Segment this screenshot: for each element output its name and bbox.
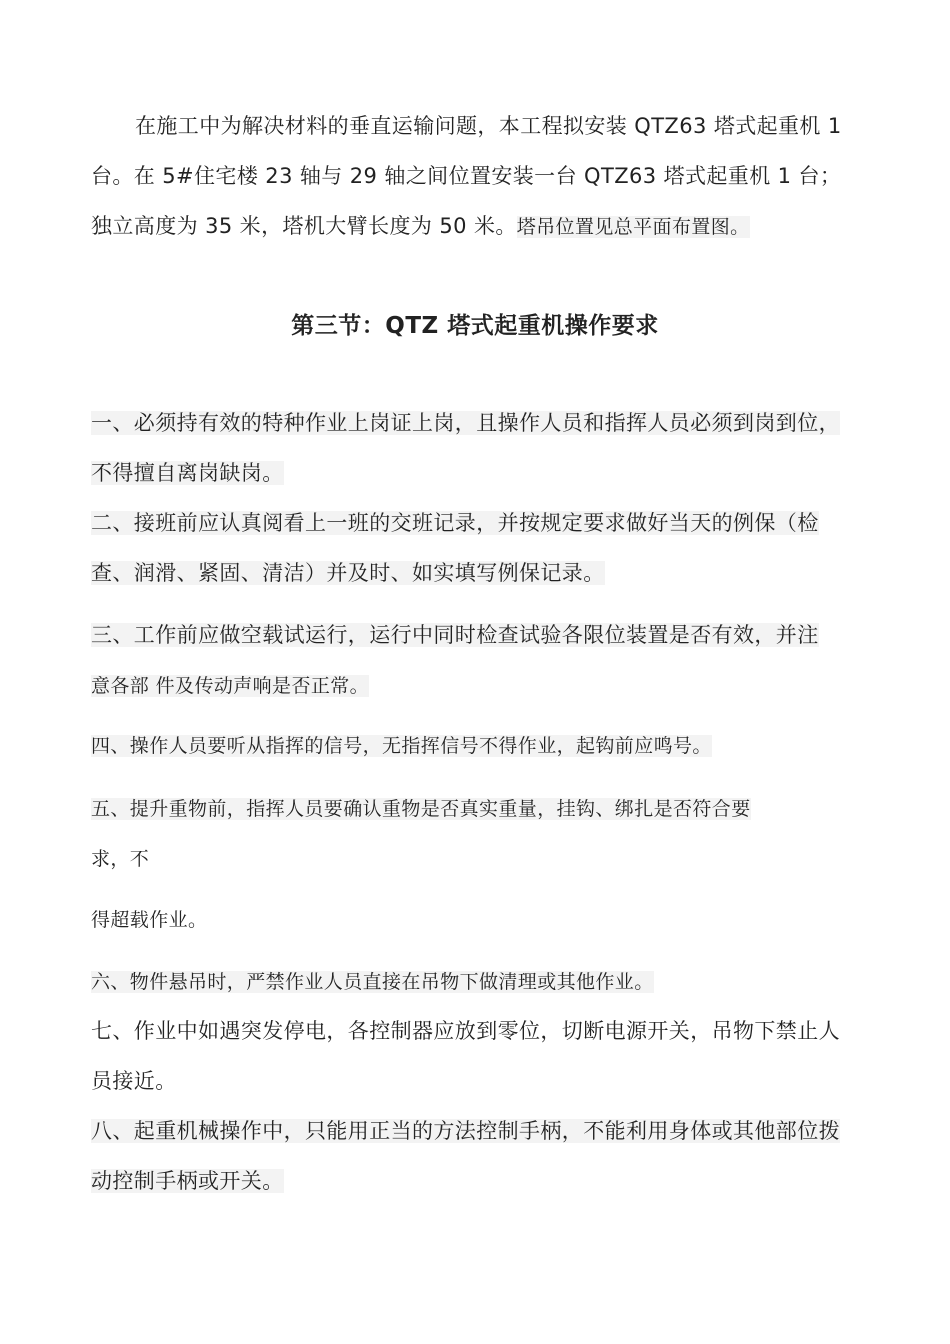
intro-text-tail: 塔吊位置见总平面布置图。 [516, 216, 750, 238]
intro-paragraph [91, 101, 861, 252]
list-item: 七、作业中如遇突发停电，各控制器应放到零位，切断电源开关，吊物下禁止人员接近。 [91, 1019, 840, 1093]
list-item: 二、接班前应认真阅看上一班的交班记录，并按规定要求做好当天的例保（检查、润滑、紧固、清洁）并及时、如实填写例保记录。 [91, 511, 819, 585]
list-item: 得超载作业。 [91, 909, 208, 931]
list-item: 三、工作前应做空载试运行，运行中同时检查试验各限位装置是否有效，并注 意各部 件及传动声响是否正常。 [91, 623, 819, 697]
list-item: 五、提升重物前，指挥人员要确认重物是否真实重量，挂钩、绑扎是否符合要 求，不 [91, 798, 751, 870]
list-item: 四、操作人员要听从指挥的信号，无指挥信号不得作业，起钩前应鸣号。 [91, 735, 712, 757]
list-item: 一、必须持有效的特种作业上岗证上岗，且操作人员和指挥人员必须到岗到位，不得擅自离岗缺岗。 [91, 411, 840, 485]
list-item: 六、物件悬吊时，严禁作业人员直接在吊物下做清理或其他作业。 [91, 971, 654, 993]
list-item: 八、起重机械操作中，只能用正当的方法控制手柄，不能利用身体或其他部位拨动控制手柄或开关。 [91, 1119, 840, 1193]
intro-text-main: 在施工中为解决材料的垂直运输问题，本工程拟安装 QTZ63 塔式起重机 1 台。在 5#住宅楼 23 轴与 29 轴之间位置安装一台 QTZ63 塔式起重机 1 台；独立高度为 35 米，塔机大臂长度为 50 米。 [91, 114, 842, 238]
section-title: 第三节：QTZ 塔式起重机操作要求 [291, 313, 659, 339]
